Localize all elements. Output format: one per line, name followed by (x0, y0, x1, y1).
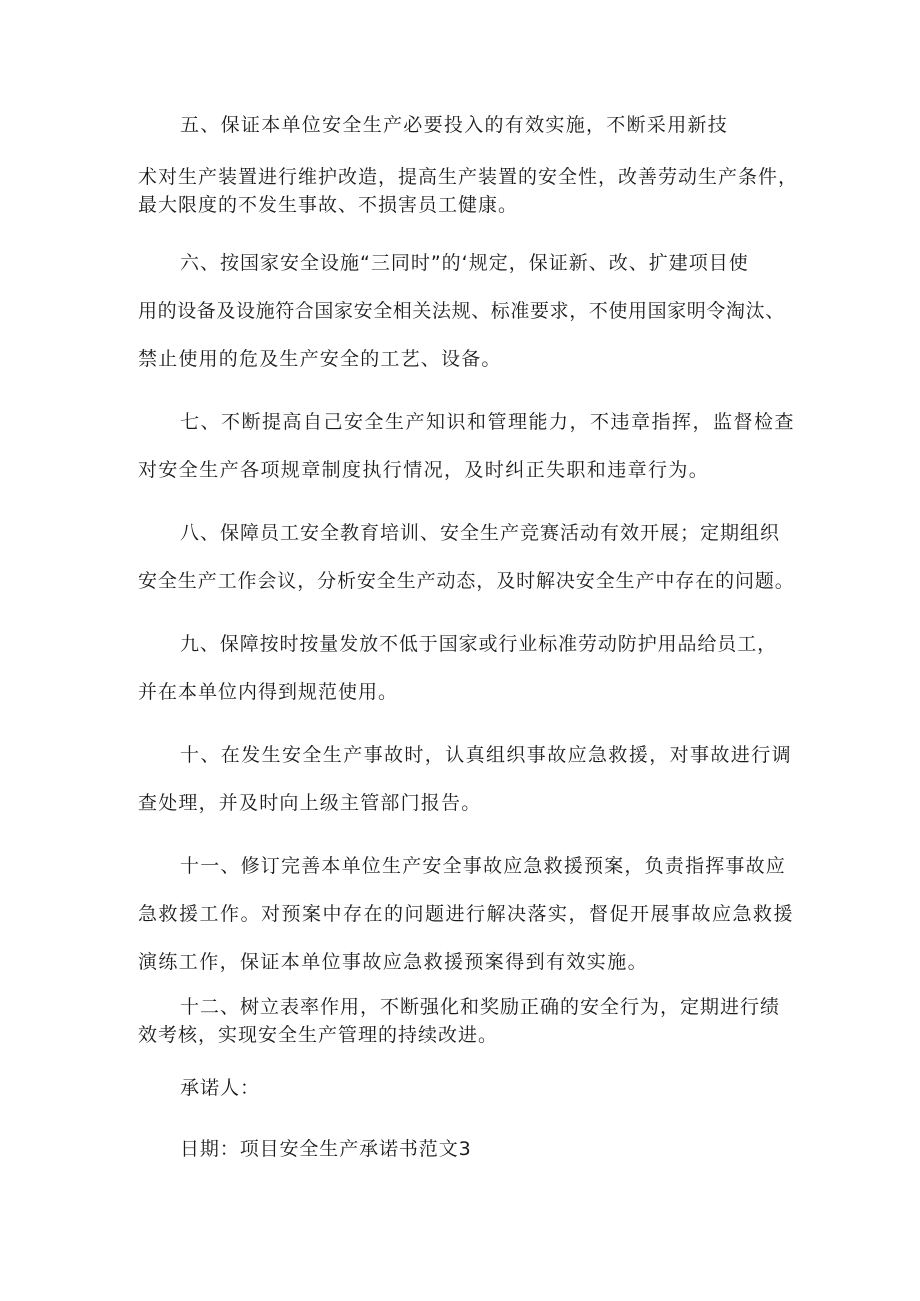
paragraph-12-line-2: 效考核，实现安全生产管理的持续改进。 (138, 1024, 499, 1046)
paragraph-7-line-2: 对安全生产各项规章制度执行情况，及时纠正失职和违章行为。 (138, 459, 710, 481)
paragraph-6-line-3: 禁止使用的危及生产安全的工艺、设备。 (138, 348, 502, 370)
paragraph-11-line-3: 演练工作，保证本单位事故应急救援预案得到有效实施。 (138, 951, 649, 973)
paragraph-5-line-1: 五、保证本单位安全生产必要投入的有效实施，不断采用新技 (180, 114, 729, 136)
paragraph-6-line-1: 六、按国家安全设施“三同时”的‘规定，保证新、改、扩建项目使 (180, 252, 749, 274)
paragraph-12-line-1: 十二、树立表率作用，不断强化和奖励正确的安全行为，定期进行绩 (180, 996, 781, 1018)
paragraph-10-line-1: 十、在发生安全生产事故时，认真组织事故应急救援，对事故进行调 (180, 744, 793, 766)
paragraph-8-line-2: 安全生产工作会议，分析安全生产动态，及时解决安全生产中存在的问题。 (138, 570, 795, 592)
date-line: 日期：项目安全生产承诺书范文3 (180, 1138, 472, 1160)
paragraph-11-line-1: 十一、修订完善本单位生产安全事故应急救援预案，负责指挥事故应 (180, 855, 787, 877)
paragraph-5-line-2: 术对生产装置进行维护改造，提高生产装置的安全性，改善劳动生产条件， (138, 166, 799, 188)
paragraph-6-line-2: 用的设备及设施符合国家安全相关法规、标准要求，不使用国家明令淘汰、 (138, 300, 785, 322)
paragraph-9-line-2: 并在本单位内得到规范使用。 (138, 681, 399, 703)
paragraph-10-line-2: 查处理，并及时向上级主管部门报告。 (138, 792, 482, 814)
signatory-label: 承诺人： (180, 1077, 261, 1099)
paragraph-7-line-1: 七、不断提高自己安全生产知识和管理能力，不违章指挥，监督检查 (180, 411, 796, 433)
paragraph-9-line-1: 九、保障按时按量发放不低于国家或行业标准劳动防护用品给员工， (180, 633, 778, 655)
paragraph-5-line-3: 最大限度的不发生事故、不损害员工健康。 (138, 194, 519, 216)
paragraph-11-line-2: 急救援工作。对预案中存在的问题进行解决落实，督促开展事故应急救援 (138, 903, 795, 925)
paragraph-8-line-1: 八、保障员工安全教育培训、安全生产竞赛活动有效开展；定期组织 (180, 522, 781, 544)
